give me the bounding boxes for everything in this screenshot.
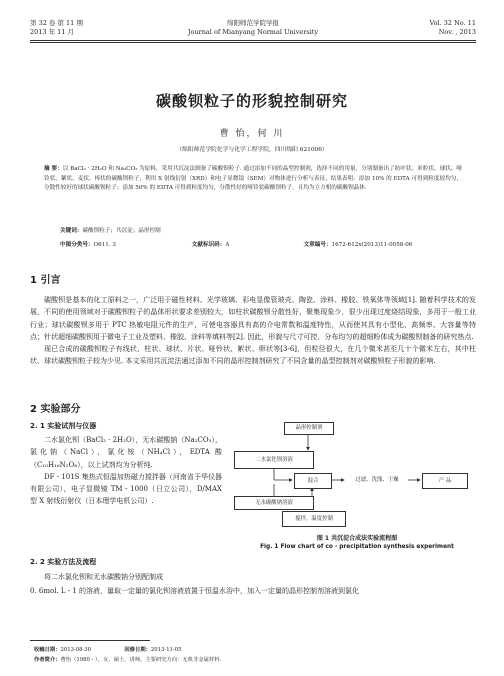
clc-value: O611. 3 [93,242,116,248]
box-mixing: 混合 [294,473,332,489]
doc-code [192,240,302,248]
box-na2co3-solution: 无水碳酸钠溶液 [234,496,314,510]
article-value: 1672-612x(2013)11-0058-06 [331,242,413,248]
method-paragraph-start: 将二水氯化钡和无水碳酸钠分别配制成 [44,573,163,581]
header-journal-cn: 绵阳师范学院学报 [227,19,279,27]
subsection-2-1-body [30,434,222,508]
subsection-2-2-body-left [30,571,222,583]
section-2-heading: 2 实验部分 [30,404,81,415]
box-product: 产 品 [422,473,468,489]
article-number [304,240,413,248]
footnote-author-bio [34,655,221,663]
figure-1-caption-en: Fig. 1 Flow chart of co - precipitation synthesis experiment [260,544,454,550]
header-volume-en [430,19,476,37]
footnote-dates [34,645,181,653]
keywords-text: 碳酸钡粒子；共沉淀；晶形控制 [82,228,161,234]
box-filter-wash-dry: 过滤、洗涤、干燥 [346,473,408,487]
section-1-body [30,294,476,368]
section-1-paragraph-2: 现已合成的碳酸钡粒子有线状、柱状、球状、片状、哑铃状、絮状、卵状等[3-6]，但粒径很大，在几个微米甚至几十个微米左右，其中柱状、球状碳酸钡粒子较为少见. 本文采用共沉淀法通过添加不同的晶形控制剂研究了不同含量的晶型控制剂对碳酸钡粒子形貌的影响. [30,345,476,366]
header-journal [30,19,476,37]
header-vol-no: Vol. 32 No. 11 [429,19,476,27]
header-date-cn: 2013 年 11 月 [30,28,75,36]
author-bio-label: 作者简介： [34,657,61,663]
received-date: 2013-08-30 [60,647,92,653]
instruments-paragraph: DF - 101S 集热式恒温加热磁力搅拌器（河南省予华仪器有限公司），电子显微镜 TM - 1000（日立公司），D/MAX 型 X 射线衍射仪（日本理学电机公司）. [30,472,222,506]
reagents-paragraph: 二水氯化钡（BaCl₂ · 2H₂O），无水碳酸钠（Na₂CO₃），氯化钠（NaCl），氯化铵（NH₄Cl），EDTA 酸（C₁₀H₁₆N₂O₈），以上试剂均为分析纯. [30,436,222,469]
section-1-paragraph-1: 碳酸钡是基本的化工原料之一，广泛用于磁性材料、光学玻璃、彩电显像管玻壳、陶瓷、涂料、橡胶、铁氧体等领域[1]. 随着科学技术的发展，不同的使用领域对于碳酸钡粒子的晶体形状要求差别较大，如柱状碳酸钡分散性好，聚集现象少，很少出现过度烧结现象，多用于一般工业行业；球状碳酸钡多用于 PTC 热敏电阻元件的生产，可使电容器具有高的介电常数和温度特性，从而使其具有小型化、高频率、大容量等特点；针状超细碳酸钡用于微电子工业及塑料、橡胶、涂料等填料等[2]. 因此，形貌与尺寸可控、分布均匀的超细粉体成为碳酸钡制备的研究热点. [30,296,476,341]
received-label: 收稿日期： [34,647,61,653]
subsection-2-2-body-full [30,585,476,597]
keywords-label: 关键词： [60,228,83,234]
article-label: 文章编号： [303,242,332,248]
subsection-2-1-heading: 2. 1 实验试剂与仪器 [30,422,97,430]
box-bacl2-solution: 二水氯化钡溶液 [234,451,314,469]
abstract [44,165,462,194]
paper-authors: 曹 怡，何 川 [219,129,285,139]
doc-label: 文献标识码： [191,242,226,248]
keywords [60,226,161,234]
classification-line [60,240,470,248]
figure-1-caption-cn: 图 1 共沉淀合成法实验流程图 [316,535,398,542]
header-journal-en: Journal of Mianyang Normal University [187,28,319,36]
clc-code [60,240,190,248]
abstract-label: 摘 要： [44,166,63,172]
paper-title: 碳酸钡粒子的形貌控制研究 [155,92,348,110]
abstract-text: 以 BaCl₂ · 2H₂O 和 Na₂CO₃ 为原料，采用共沉淀法制备了碳酸钡粒子. 通过添加不同的晶型控制剂，选择不同的用量，分别制备出了纺叶状、米粒状、球状、哑铃状、絮状、麦状、棒状的碳酸钡粒子，利用 X 射线衍射（XRD）和电子显微镜（SEM）对物体进行分析与表征，结果表明：添加 10% 的 EDTA 可得到粒度较均匀，分散性较好的球状碳酸钡粒子；添加 50% 的 EDTA 可得到粒度均匀，分散性好的哑铃状碳酸钡粒子，且均为立方相的碳酸钡晶体. [44,166,462,191]
header-rule [30,40,476,41]
box-stir-temperature: 搅拌，温度控制 [282,511,346,527]
paper-affiliation: （绵阳师范学院化学与化学工程学院，四川绵阳 621006） [176,147,328,153]
clc-label: 中图分类号： [60,242,94,248]
subsection-2-2-heading: 2. 2 实验方法及流程 [30,558,97,566]
doc-value: A [225,242,230,248]
header-date-en: Nov. , 2013 [438,28,476,36]
revised-label: 回修日期： [124,647,151,653]
footnote-rule [30,640,150,641]
box-crystal-control-agent: 晶形控制剂 [284,422,334,435]
author-bio-text: 曹怡（1980 - ），女，硕士，讲师，主要研究方向：无机非金属材料. [60,657,222,663]
method-paragraph-cont: 0. 6mol. L - 1 的溶液，量取一定量的氯化钡溶液放置于恒温水浴中，加入一定量的晶形控制剂溶液到氯化 [30,587,360,595]
flow-chart-figure [232,420,480,528]
revised-date: 2013-11-05 [150,647,182,653]
section-1-heading: 1 引言 [30,275,61,286]
header-rule-thin [30,42,476,43]
header-volume-issue: 第 32 卷 第 11 期 [30,19,83,27]
